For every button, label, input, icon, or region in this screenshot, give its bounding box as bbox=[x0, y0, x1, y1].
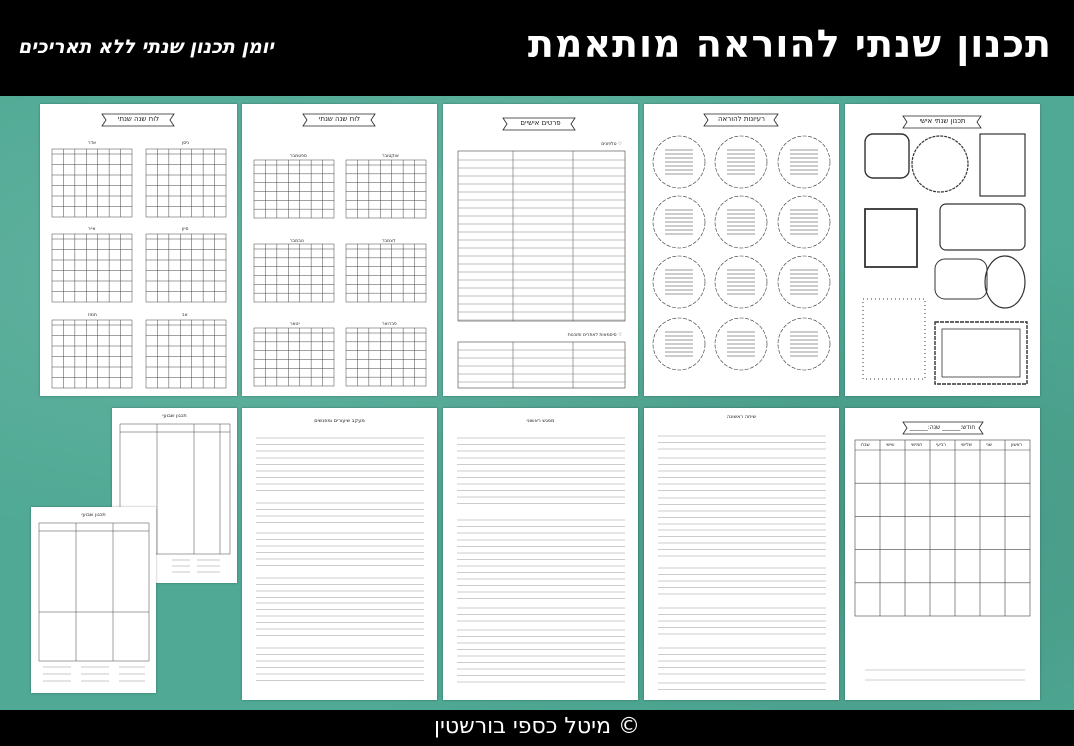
first-conversation-drawing bbox=[644, 408, 839, 700]
month-label: סיון bbox=[182, 227, 189, 232]
first-meeting-title: מפגש ראשוני bbox=[526, 418, 555, 424]
weekly-front-drawing bbox=[31, 507, 156, 693]
calendar-b-title: לוח שנה שנתי bbox=[318, 115, 361, 123]
sheet-contacts bbox=[443, 104, 638, 396]
page-subtitle: יומן תכנון שנתי ללא תאריכים bbox=[18, 36, 274, 58]
month-label: ינואר bbox=[290, 322, 300, 327]
meetings-drawing bbox=[242, 408, 437, 700]
sheet-meetings bbox=[242, 408, 437, 700]
month-label: ספטמבר bbox=[290, 154, 307, 159]
sheet-ideas bbox=[644, 104, 839, 396]
weekday-label: חמישי bbox=[911, 443, 923, 448]
weekday-label: שני bbox=[986, 443, 992, 448]
contacts-section-passwords: ♡ סיסמאות לאתרים ותוכנות bbox=[567, 333, 622, 338]
green-board-background bbox=[0, 96, 1074, 710]
monthly-drawing bbox=[845, 408, 1040, 700]
calendar-a-drawing bbox=[40, 104, 237, 396]
page-title: תכנון שנתי להוראה מותאמת bbox=[527, 22, 1052, 66]
header-bar bbox=[0, 0, 1074, 96]
ideas-title: רעיונות להוראה bbox=[717, 115, 765, 123]
month-label: אדר bbox=[88, 141, 97, 146]
ideas-drawing bbox=[644, 104, 839, 396]
sheet-first-meeting bbox=[443, 408, 638, 700]
weekday-label: שלישי bbox=[961, 443, 972, 448]
contacts-title: פרטים אישיים bbox=[520, 119, 561, 127]
month-label: דצמבר bbox=[382, 239, 396, 244]
calendar-a-title: לוח שנה שנתי bbox=[117, 115, 160, 123]
personal-plan-drawing bbox=[845, 104, 1040, 396]
contacts-section-phones: ♡ טלפונים bbox=[601, 142, 622, 147]
month-label: פברואר bbox=[382, 322, 397, 327]
personal-plan-title: תכנון שנתי אישי bbox=[919, 117, 966, 125]
sheet-calendar-a bbox=[40, 104, 237, 396]
weekday-label: שבת bbox=[861, 443, 870, 448]
weekly-front-title: תכנון שבועי bbox=[81, 512, 106, 518]
copyright-text: © מיטל כספי בורשטין bbox=[433, 714, 641, 739]
first-conversation-title: שיחה ראשונה bbox=[726, 414, 757, 420]
meetings-title: מעקב שיעורים ומפגשים bbox=[314, 418, 365, 424]
footer-bar bbox=[0, 710, 1074, 746]
month-label: אוקטובר bbox=[382, 154, 399, 159]
weekday-label: שישי bbox=[886, 443, 895, 448]
first-meeting-drawing bbox=[443, 408, 638, 700]
sheet-weekly-front bbox=[31, 507, 156, 693]
contacts-drawing bbox=[443, 104, 638, 396]
month-label: אייר bbox=[88, 227, 96, 232]
weekday-label: ראשון bbox=[1011, 443, 1023, 448]
sheet-monthly bbox=[845, 408, 1040, 700]
sheet-first-conversation bbox=[644, 408, 839, 700]
sheet-calendar-b bbox=[242, 104, 437, 396]
weekday-label: רביעי bbox=[936, 443, 946, 448]
sheet-personal-plan bbox=[845, 104, 1040, 396]
month-label: ניסן bbox=[182, 141, 189, 146]
month-label: אב bbox=[182, 313, 188, 318]
calendar-b-drawing bbox=[242, 104, 437, 396]
monthly-title: חודש:______ שנה:______ bbox=[909, 424, 976, 431]
month-label: נובמבר bbox=[290, 239, 304, 244]
weekly-back-title: תכנון שבועי bbox=[162, 413, 187, 419]
month-label: תמוז bbox=[88, 313, 97, 318]
